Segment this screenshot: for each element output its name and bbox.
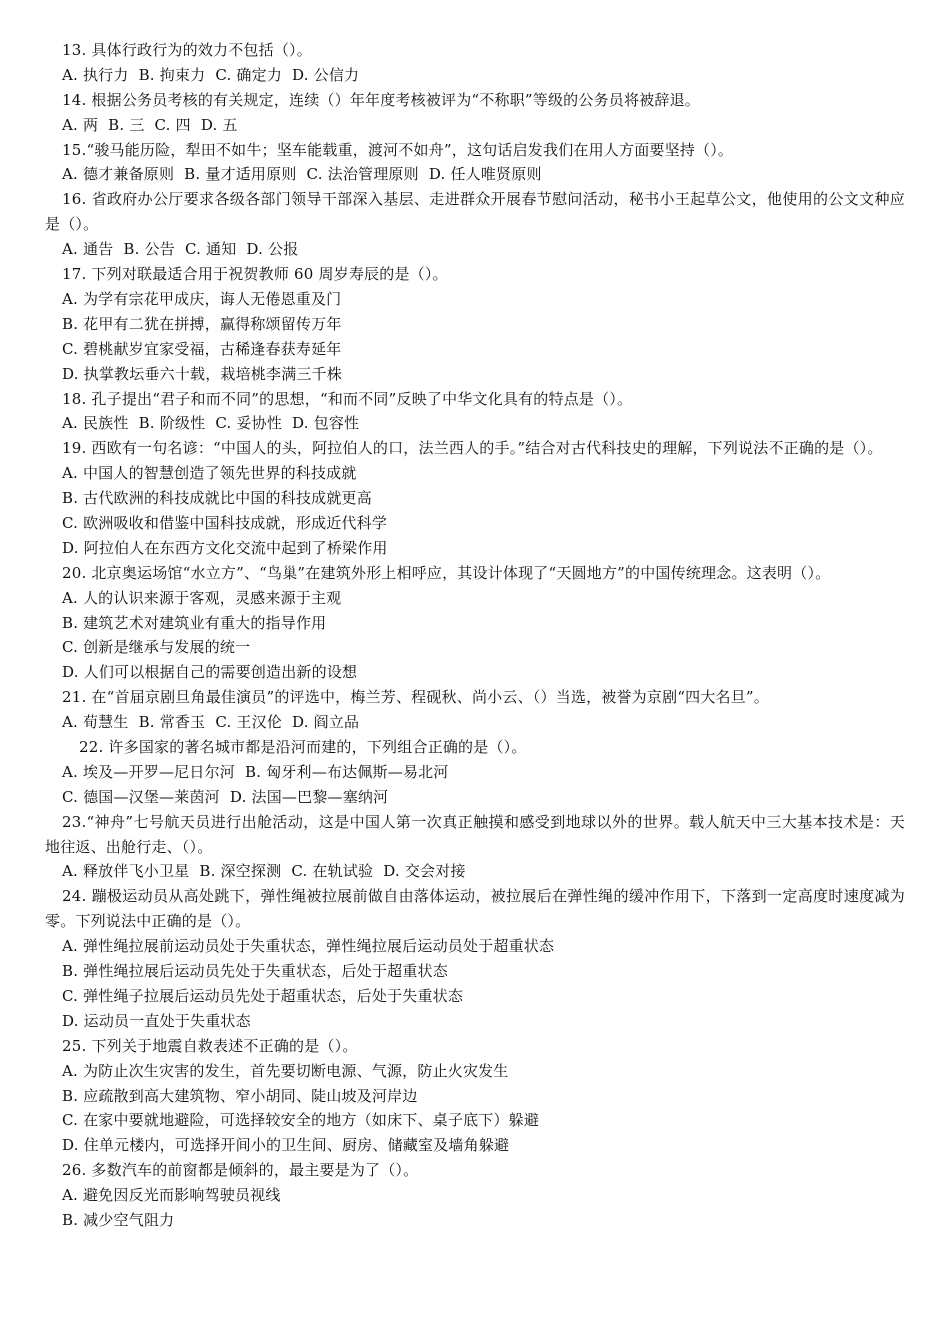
question-21-option-d: D. 阎立品 [292, 713, 360, 732]
question-19-option-a: A. 中国人的智慧创造了领先世界的科技成就 [62, 464, 357, 483]
question-25-option-d: D. 住单元楼内，可选择开间小的卫生间、厨房、储藏室及墙角躲避 [62, 1136, 510, 1155]
question-23-option-b: B. 深空探测 [199, 862, 282, 881]
question-15-option-b: B. 量才适用原则 [184, 165, 297, 184]
question-25-option-b: B. 应疏散到高大建筑物、窄小胡同、陡山坡及河岸边 [62, 1086, 418, 1105]
question-26-stem: 26. 多数汽车的前窗都是倾斜的，最主要是为了（）。 [62, 1161, 419, 1180]
question-17-option-a: A. 为学有宗花甲成庆，诲人无倦恩重及门 [62, 289, 342, 308]
question-21-options [0, 710, 950, 735]
question-15-option-c: C. 法治管理原则 [306, 165, 419, 184]
question-22-option-b: B. 匈牙利—布达佩斯—易北河 [244, 762, 449, 781]
question-23-option-d: D. 交会对接 [383, 862, 466, 881]
question-16-options [0, 237, 950, 262]
question-20-option-b: B. 建筑艺术对建筑业有重大的指导作用 [62, 613, 327, 632]
question-16-stem: 16. 省政府办公厅要求各级各部门领导干部深入基层、走进群众开展春节慰问活动，秘书小王起草公文，他使用的公文文种应是（）。 [45, 190, 905, 234]
question-19-option-b: B. 古代欧洲的科技成就比中国的科技成就更高 [62, 489, 372, 508]
question-14-option-c: C. 四 [154, 115, 191, 134]
question-16-option-d: D. 公报 [246, 240, 299, 259]
question-23-options [0, 859, 950, 884]
question-21-option-a: A. 荀慧生 [62, 713, 129, 732]
question-22-options-cd [0, 785, 950, 810]
question-13-options [0, 63, 950, 88]
question-17-option-c: C. 碧桃献岁宜家受福，古稀逢春获寿延年 [62, 339, 342, 358]
question-23-option-a: A. 释放伴飞小卫星 [62, 862, 190, 881]
question-17-option-b: B. 花甲有二犹在拼搏，赢得称颂留传万年 [62, 314, 342, 333]
question-13-stem: 13. 具体行政行为的效力不包括（）。 [62, 41, 312, 59]
question-24-option-b: B. 弹性绳拉展后运动员先处于失重状态，后处于超重状态 [62, 962, 448, 981]
question-25-stem: 25. 下列关于地震自救表述不正确的是（）。 [62, 1036, 358, 1055]
question-15-option-a: A. 德才兼备原则 [62, 165, 175, 184]
question-14-option-a: A. 两 [62, 115, 99, 134]
question-16-option-c: C. 通知 [184, 240, 237, 259]
question-15-option-d: D. 任人唯贤原则 [428, 165, 542, 184]
question-16-option-a: A. 通告 [62, 240, 114, 259]
question-24-stem: 24. 蹦极运动员从高处跳下，弹性绳被拉展前做自由落体运动，被拉展后在弹性绳的缓冲作用下，下落到一定高度时速度减为零。下列说法中正确的是（）。 [45, 887, 905, 931]
question-18-option-a: A. 民族性 [62, 414, 129, 433]
question-24-option-c: C. 弹性绳子拉展后运动员先处于超重状态，后处于失重状态 [62, 986, 464, 1005]
question-13-option-b: B. 拘束力 [138, 65, 206, 84]
question-13-option-c: C. 确定力 [215, 65, 283, 84]
question-17-stem: 17. 下列对联最适合用于祝贺教师 60 周岁寿辰的是（）。 [62, 265, 448, 284]
question-20-option-c: C. 创新是继承与发展的统一 [62, 638, 251, 657]
question-18-stem: 18. 孔子提出“君子和而不同”的思想，“和而不同”反映了中华文化具有的特点是（）。 [62, 389, 633, 408]
question-18-option-c: C. 妥协性 [215, 414, 283, 433]
question-20-option-d: D. 人们可以根据自己的需要创造出新的设想 [62, 663, 358, 682]
question-15-options [0, 162, 950, 187]
document-page [0, 38, 950, 1233]
question-22-stem: 22. 许多国家的著名城市都是沿河而建的，下列组合正确的是（）。 [79, 738, 527, 756]
question-14-stem: 14. 根据公务员考核的有关规定，连续（）年年度考核被评为“不称职”等级的公务员将被辞退。 [62, 90, 700, 109]
question-19-option-d: D. 阿拉伯人在东西方文化交流中起到了桥梁作用 [62, 538, 388, 557]
question-19-stem: 19. 西欧有一句名谚：“中国人的头，阿拉伯人的口，法兰西人的手。”结合对古代科技史的理解，下列说法不正确的是（）。 [62, 439, 883, 458]
question-21-option-b: B. 常香玉 [138, 713, 206, 732]
question-18-option-d: D. 包容性 [292, 414, 360, 433]
question-13-option-d: D. 公信力 [292, 65, 360, 84]
question-17-option-d: D. 执掌教坛垂六十载，栽培桃李满三千株 [62, 364, 343, 383]
question-24-option-a: A. 弹性绳拉展前运动员处于失重状态，弹性绳拉展后运动员处于超重状态 [62, 937, 555, 956]
question-22-option-a: A. 埃及—开罗—尼日尔河 [62, 762, 235, 781]
question-26-option-b: B. 减少空气阻力 [62, 1210, 175, 1229]
question-18-option-b: B. 阶级性 [138, 414, 206, 433]
question-23-stem: 23.“神舟”七号航天员进行出舱活动，这是中国人第一次真正触摸和感受到地球以外的世界。载人航天中三大基本技术是：天地往返、出舱行走、（）。 [45, 812, 905, 856]
question-18-options [0, 411, 950, 436]
question-13-option-a: A. 执行力 [62, 65, 129, 84]
question-26-option-a: A. 避免因反光而影响驾驶员视线 [62, 1186, 281, 1205]
question-22-option-d: D. 法国—巴黎—塞纳河 [229, 787, 389, 806]
question-25-option-c: C. 在家中要就地避险，可选择较安全的地方（如床下、桌子底下）躲避 [62, 1111, 540, 1130]
question-14-option-d: D. 五 [200, 115, 238, 134]
question-20-option-a: A. 人的认识来源于客观，灵感来源于主观 [62, 588, 342, 607]
question-22-options-ab [0, 760, 950, 785]
question-21-option-c: C. 王汉伦 [215, 713, 283, 732]
question-19-option-c: C. 欧洲吸收和借鉴中国科技成就，形成近代科学 [62, 513, 388, 532]
question-23-option-c: C. 在轨试验 [291, 862, 374, 881]
question-15-stem: 15.“骏马能历险，犁田不如牛；坚车能载重，渡河不如舟”，这句话启发我们在用人方面要坚持（）。 [62, 140, 734, 159]
question-21-stem: 21. 在“首届京剧旦角最佳演员”的评选中，梅兰芳、程砚秋、尚小云、（）当选，被誉为京剧“四大名旦”。 [62, 688, 770, 707]
question-25-option-a: A. 为防止次生灾害的发生，首先要切断电源、气源，防止火灾发生 [62, 1061, 509, 1080]
question-16-option-b: B. 公告 [123, 240, 175, 259]
question-14-option-b: B. 三 [108, 115, 145, 134]
question-24-option-d: D. 运动员一直处于失重状态 [62, 1011, 251, 1030]
question-14-options [0, 113, 950, 138]
question-22-option-c: C. 德国—汉堡—莱茵河 [62, 787, 220, 806]
question-20-stem: 20. 北京奥运场馆“水立方”、“鸟巢”在建筑外形上相呼应，其设计体现了“天圆地方”的中国传统理念。这表明（）。 [62, 563, 831, 582]
